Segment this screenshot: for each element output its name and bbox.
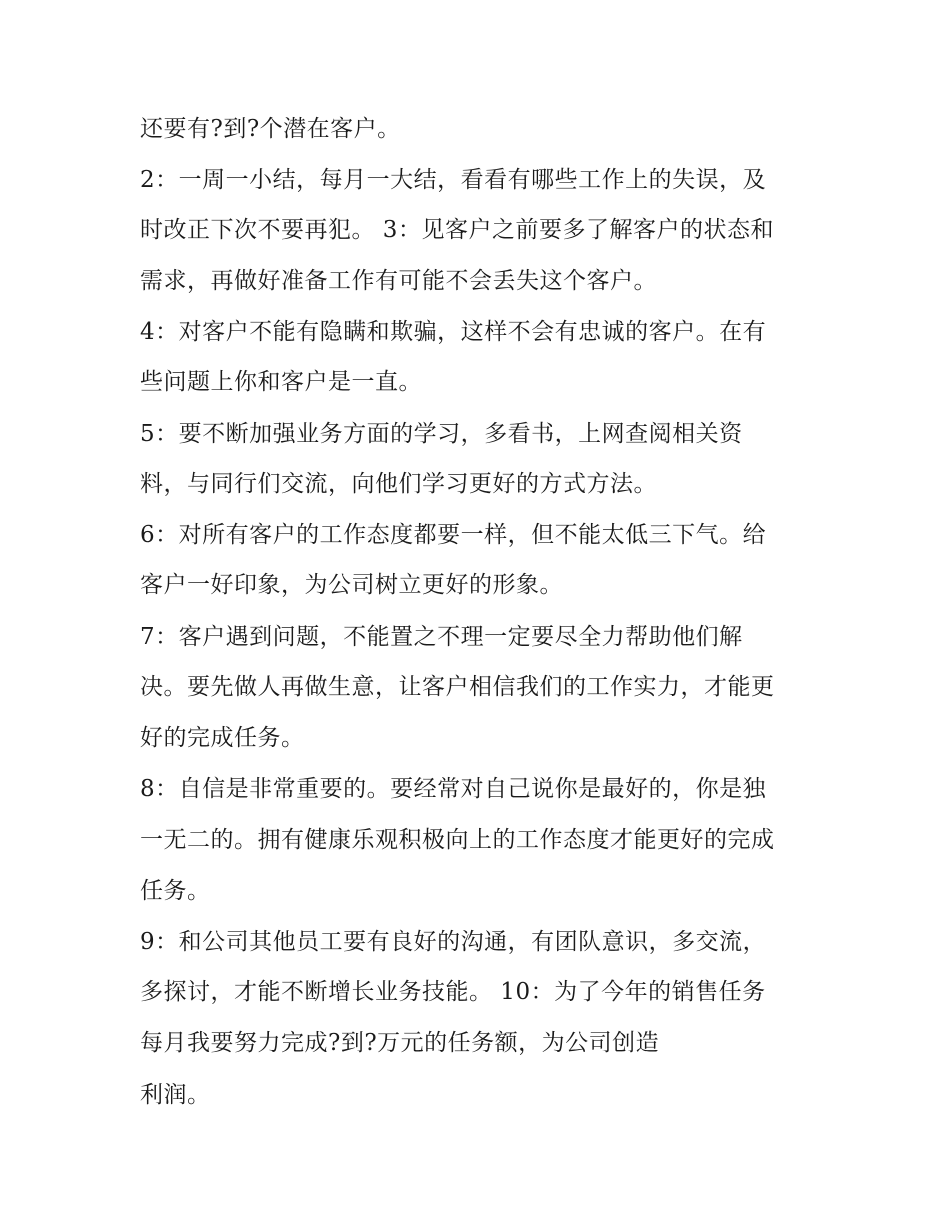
text-line: 决。要先做人再做生意，让客户相信我们的工作实力，才能更: [140, 674, 775, 700]
text-line: 一无二的。拥有健康乐观积极向上的工作态度才能更好的完成: [140, 827, 775, 853]
text-line: 还要有?到?个潜在客户。: [140, 116, 401, 142]
text-line: 8：自信是非常重要的。要经常对自己说你是最好的，你是独: [140, 776, 767, 802]
text-line: 时改正下次不要再犯。 3：见客户之前要多了解客户的状态和: [140, 217, 774, 243]
text-line: 些问题上你和客户是一直。: [140, 369, 422, 395]
text-line: 9：和公司其他员工要有良好的沟通，有团队意识，多交流，: [140, 929, 767, 955]
text-line: 好的完成任务。: [140, 725, 305, 751]
text-line: 5：要不断加强业务方面的学习，多看书，上网查阅相关资: [140, 421, 743, 447]
text-line: 任务。: [140, 878, 211, 904]
text-line: 4：对客户不能有隐瞒和欺骗，这样不会有忠诚的客户。在有: [140, 319, 767, 345]
text-line: 每月我要努力完成?到?万元的任务额，为公司创造: [140, 1030, 660, 1056]
text-line: 需求，再做好准备工作有可能不会丢失这个客户。: [140, 268, 657, 294]
text-line: 6：对所有客户的工作态度都要一样，但不能太低三下气。给: [140, 522, 767, 548]
text-line: 7：客户遇到问题，不能置之不理一定要尽全力帮助他们解: [140, 624, 743, 650]
text-line: 多探讨，才能不断增长业务技能。 10：为了今年的销售任务: [140, 979, 766, 1005]
text-line: 客户一好印象，为公司树立更好的形象。: [140, 572, 563, 598]
text-line: 利润。: [140, 1082, 211, 1108]
text-line: 2：一周一小结，每月一大结，看看有哪些工作上的失误，及: [140, 167, 767, 193]
text-line: 料，与同行们交流，向他们学习更好的方式方法。: [140, 471, 657, 497]
